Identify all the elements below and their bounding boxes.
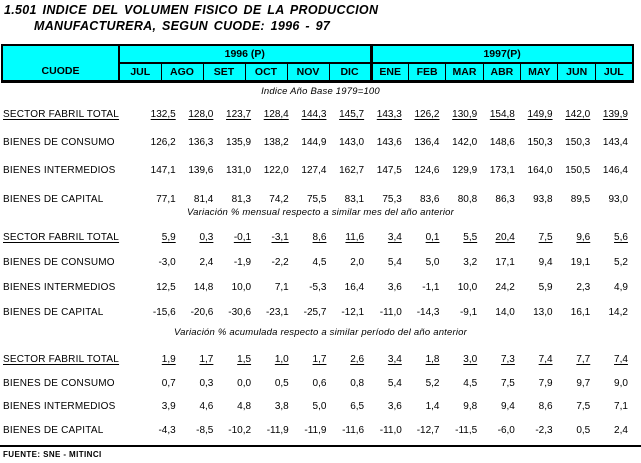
value-cell: 3,9 bbox=[161, 401, 176, 413]
month-header-nov-96: NOV bbox=[287, 63, 329, 82]
row-label: BIENES INTERMEDIOS bbox=[3, 401, 116, 413]
value-cell: 12,5 bbox=[156, 282, 176, 293]
value-cell: 89,5 bbox=[570, 193, 591, 205]
value-cell: 6,5 bbox=[350, 401, 365, 413]
row-label: BIENES DE CAPITAL bbox=[3, 193, 104, 205]
value-cell: -3,1 bbox=[271, 232, 289, 243]
value-cell: 7,4 bbox=[538, 354, 553, 366]
value-cell: 1,5 bbox=[237, 354, 252, 366]
value-cell: 2,6 bbox=[350, 354, 365, 366]
value-cell: 2,0 bbox=[350, 257, 365, 268]
value-cell: 138,2 bbox=[263, 137, 289, 149]
value-cell: 128,0 bbox=[188, 108, 214, 120]
table-row bbox=[0, 157, 641, 185]
value-cell: 7,4 bbox=[614, 354, 628, 366]
value-cell: 129,9 bbox=[452, 165, 478, 177]
value-cell: 147,5 bbox=[376, 165, 402, 177]
value-cell: 0,7 bbox=[161, 377, 176, 389]
value-cell: 14,8 bbox=[193, 282, 214, 293]
value-cell: 5,2 bbox=[425, 377, 440, 389]
value-cell: 123,7 bbox=[226, 108, 252, 120]
source-note: FUENTE: SNE - MITINCI bbox=[3, 450, 102, 459]
value-cell: 9,7 bbox=[576, 377, 591, 389]
value-cell: 93,8 bbox=[533, 193, 553, 205]
value-cell: 150,5 bbox=[565, 165, 591, 177]
table-row bbox=[0, 348, 641, 372]
value-cell: 7,7 bbox=[576, 354, 591, 366]
value-cell: 80,8 bbox=[457, 193, 478, 205]
row-label: SECTOR FABRIL TOTAL bbox=[3, 108, 120, 120]
value-cell: 132,5 bbox=[150, 108, 176, 120]
value-cell: -0,1 bbox=[233, 232, 252, 243]
value-cell: -11,9 bbox=[266, 424, 289, 436]
value-cell: -15,6 bbox=[152, 307, 176, 318]
table-row bbox=[0, 250, 641, 275]
value-cell: 143,4 bbox=[602, 137, 628, 149]
value-cell: 5,0 bbox=[425, 257, 440, 268]
value-cell: 131,0 bbox=[226, 165, 252, 177]
value-cell: -30,6 bbox=[228, 307, 252, 318]
value-cell: 9,8 bbox=[463, 401, 478, 413]
month-header-dic-96: DIC bbox=[329, 63, 371, 82]
value-cell: 127,4 bbox=[301, 165, 327, 177]
value-cell: 0,0 bbox=[237, 377, 252, 389]
value-cell: 8,6 bbox=[312, 232, 327, 243]
value-cell: 142,0 bbox=[452, 137, 478, 149]
value-cell: 7,3 bbox=[500, 354, 515, 366]
row-label: BIENES INTERMEDIOS bbox=[3, 165, 116, 177]
value-cell: -4,3 bbox=[158, 424, 176, 436]
value-cell: 126,2 bbox=[150, 137, 176, 149]
value-cell: 126,2 bbox=[414, 108, 440, 120]
value-cell: -9,1 bbox=[459, 307, 478, 318]
value-cell: 3,4 bbox=[387, 354, 402, 366]
value-cell: 8,6 bbox=[538, 401, 553, 413]
month-header-may-97: MAY bbox=[521, 63, 558, 82]
value-cell: 0,8 bbox=[350, 377, 365, 389]
value-cell: 5,6 bbox=[614, 232, 628, 243]
value-cell: 83,6 bbox=[420, 193, 440, 205]
value-cell: 3,6 bbox=[387, 401, 402, 413]
section-caption: Indice Año Base 1979=100 bbox=[261, 86, 380, 97]
value-cell: 11,6 bbox=[345, 232, 365, 243]
value-cell: 147,1 bbox=[150, 165, 176, 177]
value-cell: -12,7 bbox=[416, 424, 440, 436]
month-header-ago-96: AGO bbox=[161, 63, 203, 82]
row-label: BIENES DE CONSUMO bbox=[3, 377, 115, 389]
value-cell: 81,4 bbox=[193, 193, 214, 205]
value-cell: 13,0 bbox=[533, 307, 553, 318]
table-row bbox=[0, 395, 641, 419]
value-cell: -11,6 bbox=[342, 424, 365, 436]
value-cell: 10,0 bbox=[457, 282, 478, 293]
value-cell: 3,0 bbox=[463, 354, 478, 366]
value-cell: 150,3 bbox=[565, 137, 591, 149]
section-monthly-variation bbox=[0, 207, 641, 325]
value-cell: 136,4 bbox=[414, 137, 440, 149]
year-group-1996: 1996 (P) bbox=[119, 45, 371, 63]
value-cell: 7,1 bbox=[274, 282, 289, 293]
value-cell: -1,1 bbox=[422, 282, 440, 293]
value-cell: 124,6 bbox=[414, 165, 440, 177]
value-cell: 4,9 bbox=[614, 282, 628, 293]
month-header-ene-97: ENE bbox=[371, 63, 408, 82]
value-cell: 3,4 bbox=[387, 232, 402, 243]
value-cell: 2,4 bbox=[614, 424, 628, 436]
value-cell: -23,1 bbox=[265, 307, 289, 318]
table-row bbox=[0, 225, 641, 250]
value-cell: -11,5 bbox=[455, 424, 478, 436]
value-cell: 122,0 bbox=[263, 165, 289, 177]
value-cell: 16,4 bbox=[344, 282, 365, 293]
value-cell: 143,3 bbox=[376, 108, 402, 120]
value-cell: 7,5 bbox=[538, 232, 553, 243]
value-cell: 7,1 bbox=[614, 401, 628, 413]
value-cell: 145,7 bbox=[339, 108, 365, 120]
value-cell: 5,4 bbox=[387, 377, 402, 389]
section-accumulated-variation bbox=[0, 327, 641, 442]
month-header-abr-97: ABR bbox=[483, 63, 520, 82]
value-cell: 9,0 bbox=[614, 377, 628, 389]
value-cell: 139,9 bbox=[602, 108, 628, 120]
table-row bbox=[0, 100, 641, 128]
value-cell: -25,7 bbox=[303, 307, 327, 318]
value-cell: 5,2 bbox=[614, 257, 628, 268]
corner-header-cuode: CUODE bbox=[2, 45, 119, 82]
month-header-jul-97: JUL bbox=[595, 63, 632, 82]
value-cell: 143,6 bbox=[376, 137, 402, 149]
month-header-jun-97: JUN bbox=[558, 63, 595, 82]
table-row bbox=[0, 275, 641, 300]
value-cell: -6,0 bbox=[497, 424, 515, 436]
value-cell: -10,2 bbox=[228, 424, 252, 436]
value-cell: 136,3 bbox=[188, 137, 214, 149]
value-cell: -11,0 bbox=[379, 424, 402, 436]
value-cell: 10,0 bbox=[231, 282, 252, 293]
value-cell: -2,2 bbox=[271, 257, 289, 268]
value-cell: 149,9 bbox=[527, 108, 553, 120]
value-cell: 7,5 bbox=[576, 401, 591, 413]
value-cell: 146,4 bbox=[602, 165, 628, 177]
value-cell: 81,3 bbox=[231, 193, 252, 205]
value-cell: 0,6 bbox=[312, 377, 327, 389]
value-cell: 5,9 bbox=[538, 282, 553, 293]
value-cell: 1,4 bbox=[425, 401, 440, 413]
row-label: BIENES DE CAPITAL bbox=[3, 424, 104, 436]
table-row bbox=[0, 372, 641, 396]
value-cell: 0,5 bbox=[576, 424, 591, 436]
footer-divider bbox=[0, 445, 641, 447]
value-cell: 7,5 bbox=[500, 377, 515, 389]
value-cell: 144,9 bbox=[301, 137, 327, 149]
row-label: BIENES INTERMEDIOS bbox=[3, 282, 116, 293]
value-cell: 162,7 bbox=[339, 165, 365, 177]
value-cell: 139,6 bbox=[188, 165, 214, 177]
value-cell: -14,3 bbox=[416, 307, 440, 318]
value-cell: 2,3 bbox=[576, 282, 591, 293]
value-cell: 0,1 bbox=[425, 232, 440, 243]
value-cell: 74,2 bbox=[269, 193, 289, 205]
value-cell: 7,9 bbox=[538, 377, 553, 389]
value-cell: 3,8 bbox=[274, 401, 289, 413]
value-cell: 93,0 bbox=[608, 193, 628, 205]
value-cell: 1,7 bbox=[199, 354, 214, 366]
row-label: SECTOR FABRIL TOTAL bbox=[3, 232, 120, 243]
value-cell: 0,3 bbox=[199, 377, 214, 389]
row-label: SECTOR FABRIL TOTAL bbox=[3, 354, 120, 366]
value-cell: 20,4 bbox=[495, 232, 515, 243]
value-cell: -1,9 bbox=[233, 257, 252, 268]
section-index-base bbox=[0, 86, 641, 214]
value-cell: 1,7 bbox=[312, 354, 327, 366]
value-cell: 3,6 bbox=[387, 282, 402, 293]
value-cell: 5,0 bbox=[312, 401, 327, 413]
month-header-jul-96: JUL bbox=[119, 63, 161, 82]
row-label: BIENES DE CONSUMO bbox=[3, 137, 115, 149]
value-cell: 148,6 bbox=[489, 137, 515, 149]
month-header-set-96: SET bbox=[203, 63, 245, 82]
value-cell: 128,4 bbox=[263, 108, 289, 120]
section-rows bbox=[0, 348, 641, 442]
value-cell: -3,0 bbox=[158, 257, 176, 268]
page-title: 1.501 INDICE DEL VOLUMEN FISICO DE LA PRODUCCION bbox=[4, 3, 379, 17]
value-cell: 4,6 bbox=[199, 401, 214, 413]
value-cell: 83,1 bbox=[344, 193, 365, 205]
value-cell: 77,1 bbox=[156, 193, 176, 205]
value-cell: 3,2 bbox=[463, 257, 478, 268]
year-group-1997: 1997(P) bbox=[371, 45, 633, 63]
value-cell: 1,9 bbox=[161, 354, 176, 366]
value-cell: -2,3 bbox=[535, 424, 553, 436]
value-cell: 86,3 bbox=[495, 193, 515, 205]
value-cell: 1,8 bbox=[425, 354, 440, 366]
value-cell: -12,1 bbox=[341, 307, 365, 318]
value-cell: -8,5 bbox=[196, 424, 214, 436]
value-cell: 5,9 bbox=[161, 232, 176, 243]
section-caption: Variación % mensual respecto a similar mes del año anterior bbox=[186, 207, 454, 218]
value-cell: 19,1 bbox=[570, 257, 591, 268]
value-cell: 9,4 bbox=[538, 257, 553, 268]
row-label: BIENES DE CONSUMO bbox=[3, 257, 115, 268]
section-rows bbox=[0, 100, 641, 214]
value-cell: 75,3 bbox=[382, 193, 402, 205]
month-header-oct-96: OCT bbox=[245, 63, 287, 82]
table-row bbox=[0, 300, 641, 325]
value-cell: 143,0 bbox=[339, 137, 365, 149]
value-cell: 0,5 bbox=[274, 377, 289, 389]
table-row bbox=[0, 128, 641, 156]
value-cell: 0,3 bbox=[199, 232, 214, 243]
value-cell: 150,3 bbox=[527, 137, 553, 149]
value-cell: -20,6 bbox=[190, 307, 214, 318]
table-row bbox=[0, 419, 641, 443]
month-header-mar-97: MAR bbox=[446, 63, 483, 82]
column-header-table bbox=[1, 44, 634, 83]
section-caption: Variación % acumulada respecto a similar período del año anterior bbox=[173, 327, 468, 338]
value-cell: 173,1 bbox=[489, 165, 515, 177]
value-cell: 164,0 bbox=[527, 165, 553, 177]
row-label: BIENES DE CAPITAL bbox=[3, 307, 104, 318]
value-cell: 4,8 bbox=[237, 401, 252, 413]
value-cell: 142,0 bbox=[565, 108, 591, 120]
value-cell: 5,5 bbox=[463, 232, 478, 243]
value-cell: 9,6 bbox=[576, 232, 591, 243]
value-cell: 9,4 bbox=[500, 401, 515, 413]
value-cell: 75,5 bbox=[306, 193, 327, 205]
value-cell: 135,9 bbox=[226, 137, 252, 149]
value-cell: 14,2 bbox=[608, 307, 628, 318]
value-cell: 2,4 bbox=[199, 257, 214, 268]
value-cell: 1,0 bbox=[274, 354, 289, 366]
value-cell: -5,3 bbox=[309, 282, 327, 293]
value-cell: 24,2 bbox=[495, 282, 515, 293]
value-cell: 144,3 bbox=[301, 108, 327, 120]
value-cell: 14,0 bbox=[495, 307, 515, 318]
section-rows bbox=[0, 225, 641, 325]
value-cell: 5,4 bbox=[387, 257, 402, 268]
value-cell: 16,1 bbox=[570, 307, 591, 318]
value-cell: 154,8 bbox=[489, 108, 515, 120]
value-cell: 4,5 bbox=[463, 377, 478, 389]
page-subtitle: MANUFACTURERA, SEGUN CUODE: 1996 - 97 bbox=[34, 19, 331, 33]
value-cell: 17,1 bbox=[495, 257, 515, 268]
value-cell: -11,9 bbox=[304, 424, 327, 436]
month-header-feb-97: FEB bbox=[408, 63, 445, 82]
value-cell: 4,5 bbox=[312, 257, 327, 268]
value-cell: -11,0 bbox=[379, 307, 402, 318]
value-cell: 130,9 bbox=[452, 108, 478, 120]
